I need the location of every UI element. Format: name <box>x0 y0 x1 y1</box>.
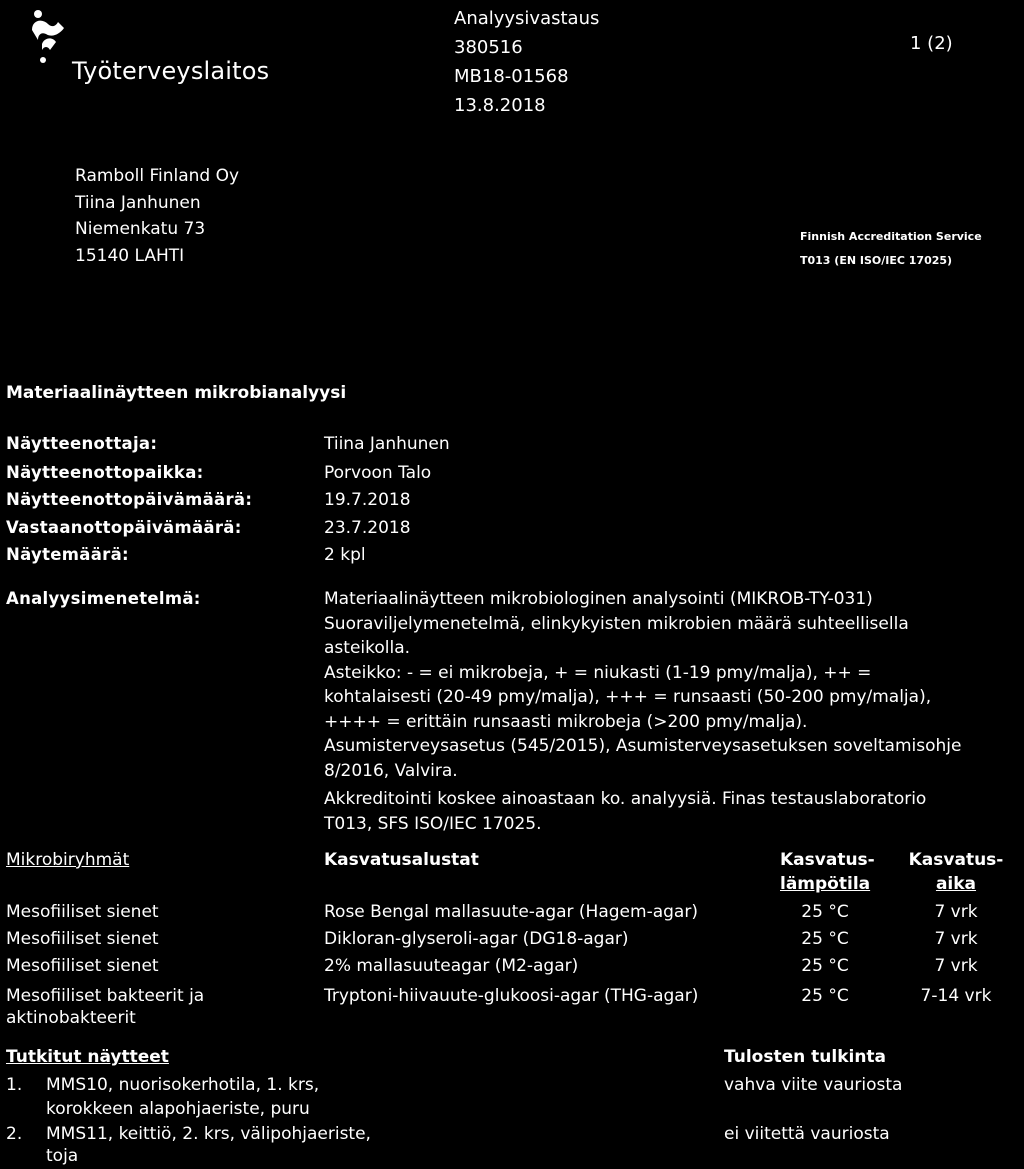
field-value-location: Porvoon Talo <box>324 463 432 483</box>
recipient-company: Ramboll Finland Oy <box>75 166 240 186</box>
page-title: Materiaalinäytteen mikrobianalyysi <box>6 383 347 403</box>
sample-number: 1. <box>6 1075 23 1095</box>
method-line: kohtalaisesti (20-49 pmy/malja), +++ = runsaasti (50-200 pmy/malja), <box>324 687 932 707</box>
accreditation-code: T013 (EN ISO/IEC 17025) <box>800 254 953 267</box>
table-header-group: Mikrobiryhmät <box>6 850 130 870</box>
accreditation-service: Finnish Accreditation Service <box>800 230 982 243</box>
recipient-street: Niemenkatu 73 <box>75 219 206 239</box>
table-row-group: Mesofiiliset sienet <box>6 956 159 976</box>
field-value-sample-count: 2 kpl <box>324 545 366 565</box>
field-label-received-date: Vastaanottopäivämäärä: <box>6 518 242 537</box>
table-row-temp: 25 °C <box>801 986 849 1006</box>
logo-mark <box>26 4 76 64</box>
document-type: Analyysivastaus <box>454 8 600 29</box>
recipient-city: 15140 LAHTI <box>75 245 185 266</box>
method-line: Suoraviljelymenetelmä, elinkykyisten mikrobien määrä suhteellisella <box>324 613 909 634</box>
table-row-group: Mesofiiliset sienet <box>6 929 159 949</box>
method-line: ++++ = erittäin runsaasti mikrobeja (>200 pmy/malja). <box>324 711 808 732</box>
recipient-person: Tiina Janhunen <box>75 192 201 213</box>
field-label-sampling-date: Näytteenottopäivämäärä: <box>6 490 253 509</box>
sample-description: MMS10, nuorisokerhotila, 1. krs, <box>46 1075 320 1095</box>
table-row-group: Mesofiiliset bakteerit ja <box>6 986 205 1006</box>
table-row-media: Tryptoni-hiivauute-glukoosi-agar (THG-agar) <box>324 986 699 1006</box>
document-number: 380516 <box>454 37 523 58</box>
sample-description: MMS11, keittiö, 2. krs, välipohjaeriste, <box>46 1124 371 1144</box>
field-label-location: Näytteenottopaikka: <box>6 463 204 482</box>
table-row-media: Rose Bengal mallasuute-agar (Hagem-agar) <box>324 902 698 922</box>
table-row-group: Mesofiiliset sienet <box>6 902 159 922</box>
table-row-temp: 25 °C <box>801 902 849 922</box>
table-header-temp-2: lämpötila <box>780 874 871 894</box>
sample-result: vahva viite vauriosta <box>724 1075 903 1095</box>
table-header-time-2: aika <box>935 874 977 894</box>
method-line: T013, SFS ISO/IEC 17025. <box>324 813 542 834</box>
document-date: 13.8.2018 <box>454 95 546 116</box>
field-value-received-date: 23.7.2018 <box>324 518 411 538</box>
method-line: Asumisterveysasetus (545/2015), Asumisterveysasetuksen soveltamisohje <box>324 736 962 756</box>
field-value-sampling-date: 19.7.2018 <box>324 490 411 510</box>
method-line: asteikolla. <box>324 638 411 658</box>
method-line: Akkreditointi koskee ainoastaan ko. analyysiä. Finas testauslaboratorio <box>324 789 927 809</box>
field-label-sampler: Näytteenottaja: <box>6 434 158 453</box>
table-row-temp: 25 °C <box>801 956 849 976</box>
document-header <box>454 4 599 120</box>
sample-result: ei viitettä vauriosta <box>724 1124 890 1144</box>
table-row-temp: 25 °C <box>801 929 849 949</box>
table-row-time: 7 vrk <box>934 956 978 976</box>
table-row-time: 7 vrk <box>934 929 978 949</box>
table-row-time: 7 vrk <box>934 902 978 922</box>
method-line: Asteikko: - = ei mikrobeja, + = niukasti (1-19 pmy/malja), ++ = <box>324 662 872 683</box>
sample-description-continued: toja <box>46 1146 79 1166</box>
table-row-group-continued: aktinobakteerit <box>6 1008 136 1028</box>
method-line: 8/2016, Valvira. <box>324 760 458 781</box>
table-row-media: 2% mallasuuteagar (M2-agar) <box>324 956 579 976</box>
results-header: Tulosten tulkinta <box>724 1047 887 1067</box>
logo-icon <box>26 4 76 64</box>
sample-number: 2. <box>6 1124 23 1144</box>
table-header-media: Kasvatusalustat <box>324 850 479 870</box>
field-value-sampler: Tiina Janhunen <box>324 434 450 454</box>
samples-header: Tutkitut näytteet <box>6 1047 169 1067</box>
table-header-temp-1: Kasvatus- <box>780 850 875 870</box>
sample-description-continued: korokkeen alapohjaeriste, puru <box>46 1099 310 1119</box>
method-line: Materiaalinäytteen mikrobiologinen analysointi (MIKROB-TY-031) <box>324 589 873 609</box>
accreditation-badge <box>800 225 982 273</box>
logo-wordmark: Työterveyslaitos <box>72 57 270 85</box>
recipient-address <box>75 163 239 269</box>
method-description <box>324 587 1024 836</box>
field-label-sample-count: Näytemäärä: <box>6 545 129 564</box>
document-reference: MB18-01568 <box>454 66 569 87</box>
table-row-time: 7-14 vrk <box>920 986 992 1006</box>
table-header-time-1: Kasvatus- <box>908 850 1004 870</box>
table-row-media: Dikloran-glyseroli-agar (DG18-agar) <box>324 929 629 949</box>
page-number: 1 (2) <box>910 33 953 54</box>
method-label: Analyysimenetelmä: <box>6 589 201 608</box>
